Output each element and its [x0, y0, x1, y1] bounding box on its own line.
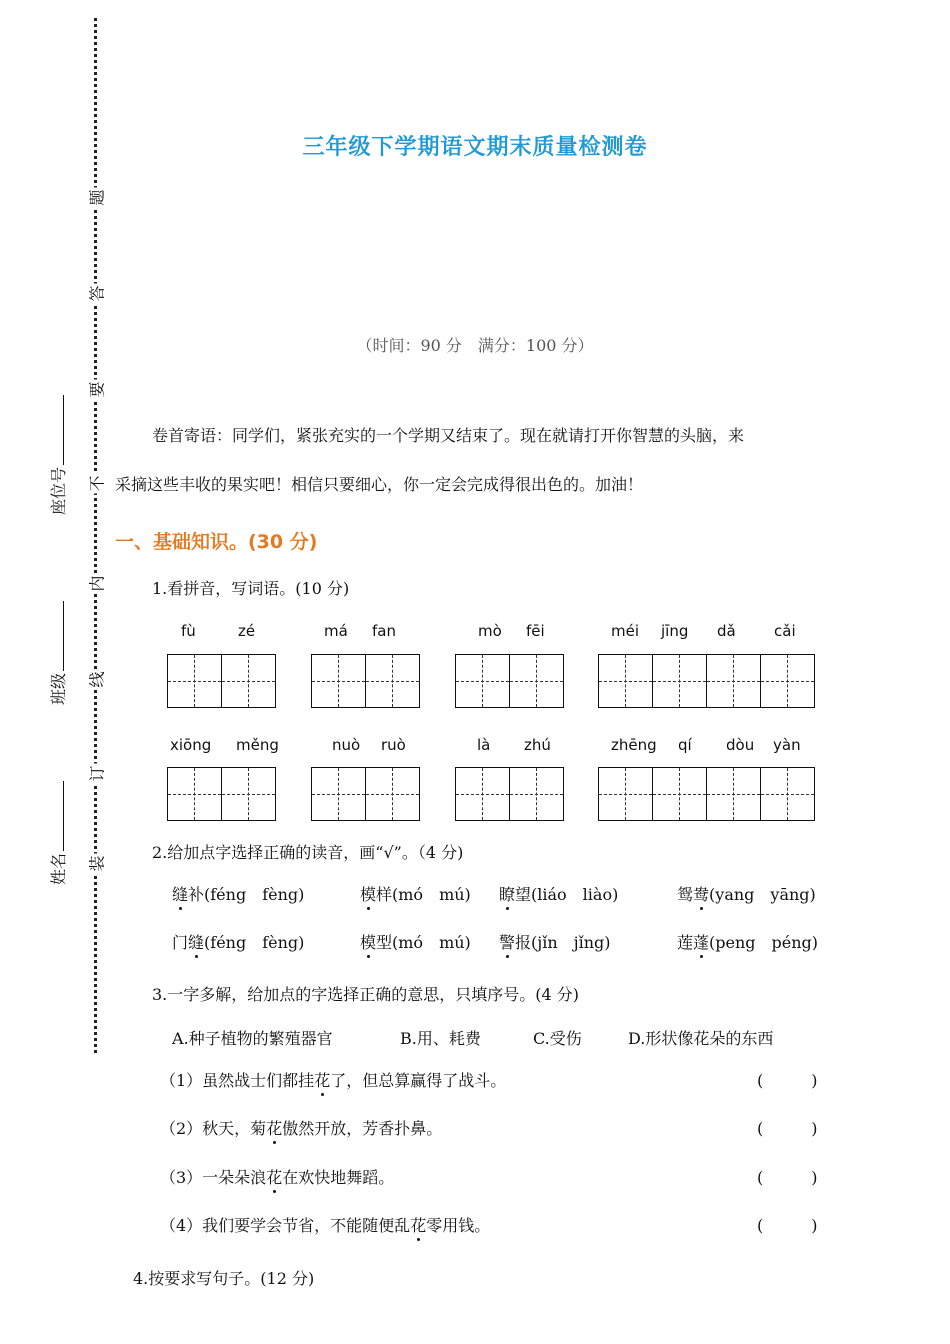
pinyin: xiōng	[170, 736, 212, 754]
reading-choice[interactable]: 鸳鸯(yang yāng)	[677, 885, 816, 904]
writing-grid[interactable]	[598, 767, 815, 821]
writing-grid[interactable]	[167, 767, 276, 821]
writing-grid[interactable]	[311, 767, 420, 821]
pinyin: fù	[181, 622, 196, 640]
reading-choice[interactable]: 莲蓬(peng péng)	[677, 933, 819, 952]
question-4-title: 4.按要求写句子。(12 分)	[133, 1269, 315, 1288]
question-1-title: 1.看拼音，写词语。(10 分)	[152, 579, 350, 598]
seal-word: 要	[85, 379, 108, 399]
page-title: 三年级下学期语文期末质量检测卷	[302, 135, 648, 160]
seal-word: 题	[85, 187, 108, 207]
meaning-option: C.受伤	[533, 1029, 582, 1048]
question-2-title: 2.给加点字选择正确的读音，画“√”。（4 分)	[152, 843, 464, 862]
writing-grid[interactable]	[311, 654, 420, 708]
pinyin: zhēng	[611, 736, 657, 754]
writing-grid[interactable]	[455, 767, 564, 821]
answer-blank[interactable]: ( )	[757, 1119, 818, 1138]
writing-grid[interactable]	[598, 654, 815, 708]
pinyin: ruò	[381, 736, 406, 754]
pinyin: fan	[372, 622, 396, 640]
sentence-item: （2）秋天，菊花傲然开放，芳香扑鼻。	[160, 1119, 443, 1138]
sentence-item: （3）一朵朵浪花在欢快地舞蹈。	[160, 1168, 395, 1187]
pinyin: là	[477, 736, 491, 754]
writing-grid[interactable]	[167, 654, 276, 708]
reading-choice[interactable]: 瞭望(liáo liào)	[499, 885, 619, 904]
writing-grid[interactable]	[455, 654, 564, 708]
pinyin: yàn	[773, 736, 801, 754]
question-3-title: 3.一字多解，给加点的字选择正确的意思，只填序号。(4 分)	[152, 985, 580, 1004]
intro-line-1: 卷首寄语：同学们，紧张充实的一个学期又结束了。现在就请打开你智慧的头脑，来	[152, 426, 745, 445]
class-field[interactable]: 班级	[46, 601, 69, 705]
pinyin: méi	[611, 622, 640, 640]
pinyin: qí	[678, 736, 692, 754]
reading-choice[interactable]: 门缝(féng fèng)	[172, 933, 305, 952]
pinyin: má	[324, 622, 348, 640]
seat-number-field[interactable]: 座位号	[46, 395, 69, 515]
seal-word: 答	[85, 283, 108, 303]
sentence-item: （4）我们要学会节省，不能随便乱花零用钱。	[160, 1216, 491, 1235]
pinyin: zé	[238, 622, 256, 640]
meaning-option: D.形状像花朵的东西	[628, 1029, 774, 1048]
answer-blank[interactable]: ( )	[757, 1071, 818, 1090]
pinyin: nuò	[332, 736, 361, 754]
seal-dotted-line	[94, 18, 97, 1053]
seal-word: 不	[85, 473, 108, 493]
pinyin: dòu	[726, 736, 755, 754]
name-field[interactable]: 姓名	[46, 781, 69, 885]
exam-time-info: （时间：90 分 满分：100 分）	[356, 336, 594, 355]
pinyin: měng	[236, 736, 279, 754]
seal-word: 装	[85, 853, 108, 873]
section-heading: 一、基础知识。(30 分)	[115, 531, 318, 553]
seal-word: 订	[85, 763, 108, 783]
seal-word: 内	[85, 573, 108, 593]
answer-blank[interactable]: ( )	[757, 1168, 818, 1187]
intro-line-2: 采摘这些丰收的果实吧！相信只要细心，你一定会完成得很出色的。加油！	[115, 475, 644, 494]
pinyin: zhú	[524, 736, 551, 754]
meaning-option: A.种子植物的繁殖器官	[172, 1029, 333, 1048]
reading-choice[interactable]: 模型(mó mú)	[360, 933, 471, 952]
reading-choice[interactable]: 缝补(féng fèng)	[172, 885, 305, 904]
pinyin: fēi	[526, 622, 545, 640]
pinyin: cǎi	[774, 622, 796, 640]
sentence-item: （1）虽然战士们都挂花了，但总算赢得了战斗。	[160, 1071, 507, 1090]
pinyin: mò	[478, 622, 502, 640]
pinyin: dǎ	[717, 622, 736, 640]
reading-choice[interactable]: 模样(mó mú)	[360, 885, 471, 904]
seal-word: 线	[85, 669, 108, 689]
answer-blank[interactable]: ( )	[757, 1216, 818, 1235]
pinyin: jīng	[661, 622, 689, 640]
reading-choice[interactable]: 警报(jǐn jǐng)	[499, 933, 611, 952]
meaning-option: B.用、耗费	[400, 1029, 481, 1048]
